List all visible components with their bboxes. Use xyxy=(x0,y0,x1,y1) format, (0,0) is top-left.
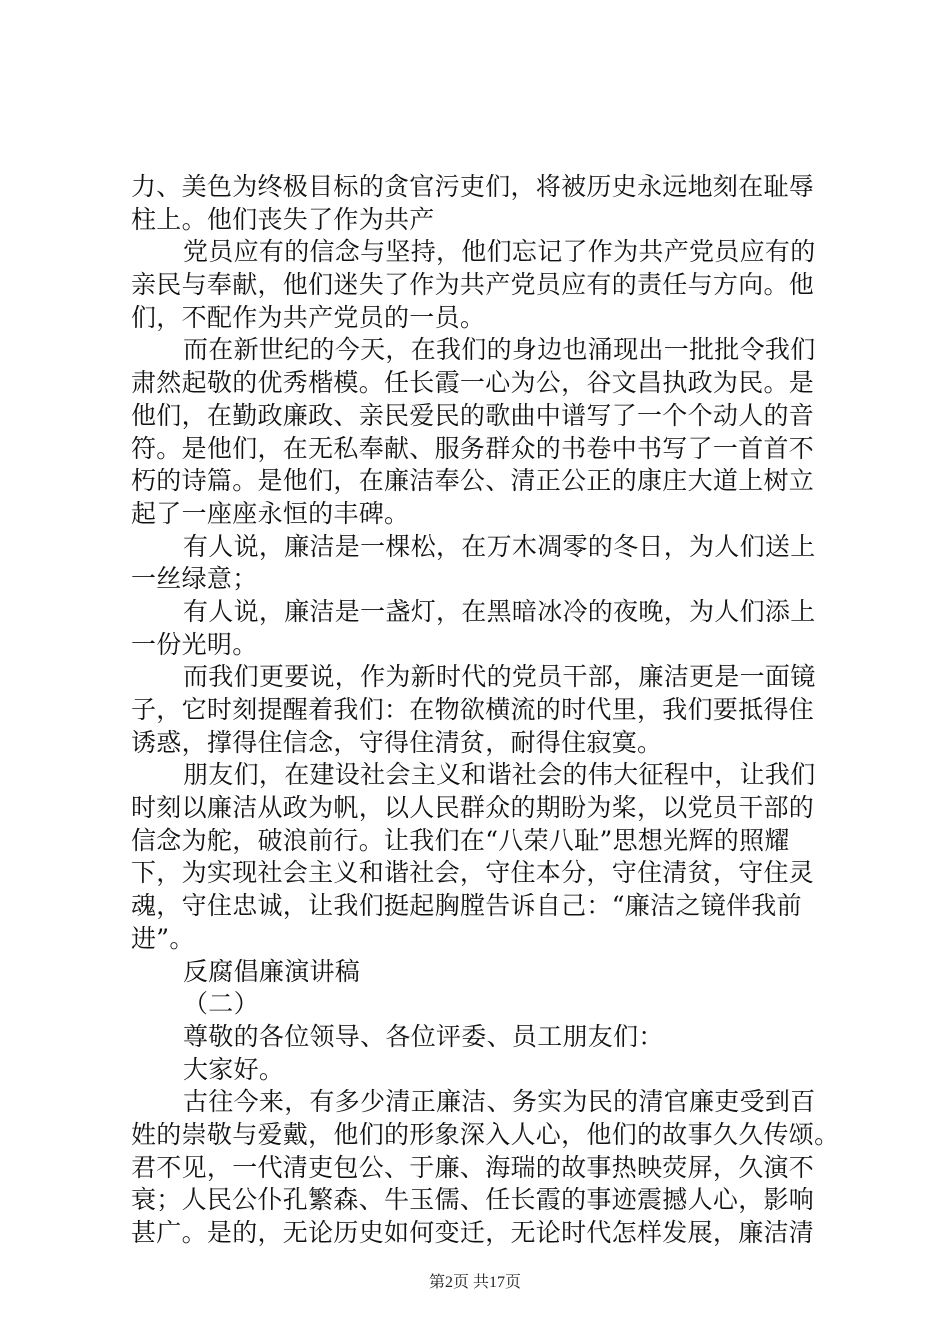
text-line: 进”。 xyxy=(131,923,195,953)
text-line: 起了一座座永恒的丰碑。 xyxy=(131,498,410,528)
text-line: 时刻以廉洁从政为帆，以人民群众的期盼为桨，以党员干部的 xyxy=(131,793,815,823)
greeting: 大家好。 xyxy=(183,1054,285,1084)
text-line: 朽的诗篇。是他们，在廉洁奉公、清正公正的康庄大道上树立 xyxy=(131,466,815,496)
text-line: 而在新世纪的今天，在我们的身边也涌现出一批批令我们 xyxy=(183,335,816,365)
text-line: 下，为实现社会主义和谐社会，守住本分，守住清贫，守住灵 xyxy=(131,858,815,888)
text-line: 朋友们，在建设社会主义和谐社会的伟大征程中，让我们 xyxy=(183,760,816,790)
text-line: 信念为舵，破浪前行。让我们在“八荣八耻”思想光辉的照耀 xyxy=(131,825,790,855)
text-line: 一丝绿意； xyxy=(131,564,258,594)
text-line: 衰；人民公仆孔繁森、牛玉儒、任长霞的事迹震撼人心，影响 xyxy=(131,1185,815,1215)
text-line: 魂，守住忠诚，让我们挺起胸膛告诉自己：“廉洁之镜伴我前 xyxy=(131,891,802,921)
text-line: 一份光明。 xyxy=(131,629,258,659)
text-line: 符。是他们，在无私奉献、服务群众的书卷中书写了一首首不 xyxy=(131,433,815,463)
text-line: 子，它时刻提醒着我们：在物欲横流的时代里，我们要抵得住 xyxy=(131,695,815,724)
text-line: 们，不配作为共产党员的一员。 xyxy=(131,302,486,332)
text-line: 肃然起敬的优秀楷模。任长霞一心为公，谷文昌执政为民。是 xyxy=(131,368,815,398)
text-line: 有人说，廉洁是一棵松，在万木凋零的冬日，为人们送上 xyxy=(183,531,816,561)
text-line: 甚广。是的，无论历史如何变迁，无论时代怎样发展，廉洁清 xyxy=(131,1218,815,1247)
text-line: 君不见，一代清吏包公、于廉、海瑞的故事热映荧屏，久演不 xyxy=(131,1152,815,1182)
text-line: 力、美色为终极目标的贪官污吏们，将被历史永远地刻在耻辱 xyxy=(131,172,815,201)
document-body xyxy=(131,171,840,1250)
salutation: 尊敬的各位领导、各位评委、员工朋友们： xyxy=(183,1021,664,1051)
page-number-footer: 第2页 共17页 xyxy=(428,1274,521,1291)
text-line: 柱上。他们丧失了作为共产 xyxy=(131,204,435,234)
text-line: 而我们更要说，作为新时代的党员干部，廉洁更是一面镜 xyxy=(183,662,816,692)
text-line: 党员应有的信念与坚持，他们忘记了作为共产党员应有的 xyxy=(183,237,816,267)
text-line: 诱惑，撑得住信念，守得住清贫，耐得住寂寞。 xyxy=(131,727,663,757)
text-line: 有人说，廉洁是一盏灯，在黑暗冰冷的夜晚，为人们添上 xyxy=(183,596,816,626)
text-line: 他们，在勤政廉政、亲民爱民的歌曲中谱写了一个个动人的音 xyxy=(131,400,815,430)
text-line: 姓的崇敬与爱戴，他们的形象深入人心，他们的故事久久传颂。 xyxy=(131,1119,840,1149)
text-line: 古往今来，有多少清正廉洁、务实为民的清官廉吏受到百 xyxy=(183,1087,816,1117)
section-title: 反腐倡廉演讲稿 xyxy=(183,956,361,986)
text-line: 亲民与奉献，他们迷失了作为共产党员应有的责任与方向。他 xyxy=(131,270,815,300)
section-number: （二） xyxy=(183,989,259,1019)
